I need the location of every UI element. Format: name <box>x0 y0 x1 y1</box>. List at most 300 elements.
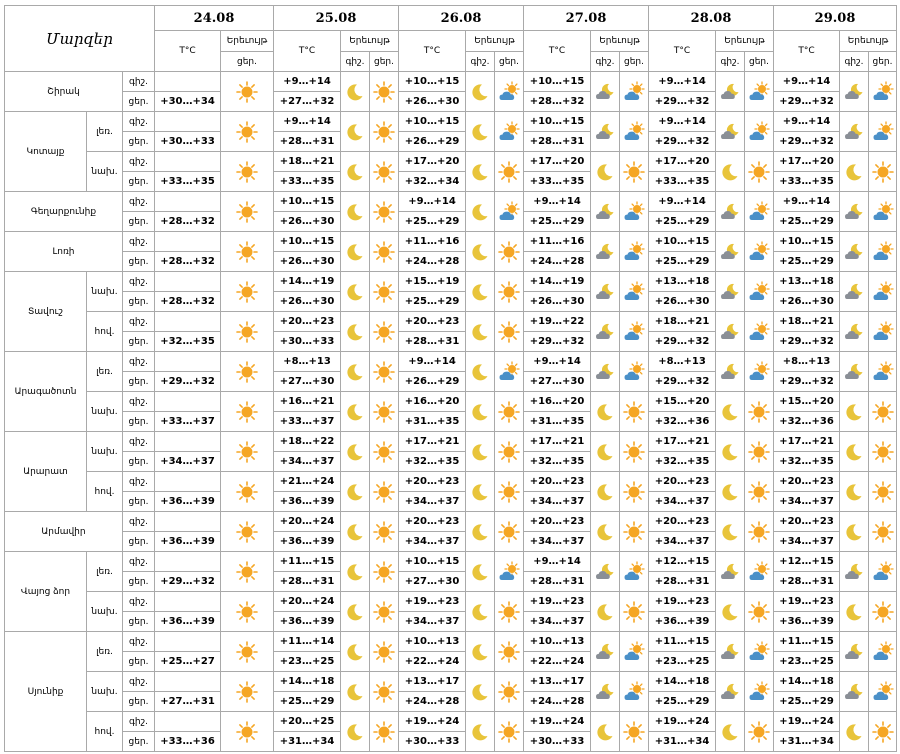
night-phenomenon-cell <box>466 232 495 272</box>
night-phenomenon-cell <box>840 272 869 312</box>
night-phenomenon-cell <box>591 72 620 112</box>
day-phenomenon-cell <box>745 432 774 472</box>
moon-cloud-icon <box>719 241 741 263</box>
temperature-cell: +19…+23 <box>524 592 591 612</box>
table-row <box>5 192 897 212</box>
region-name: Լոռի <box>5 232 123 272</box>
moon-icon <box>719 721 741 743</box>
sun-icon <box>373 721 395 743</box>
moon-cloud-icon <box>719 121 741 143</box>
temperature-cell: +10…+15 <box>774 232 840 252</box>
temperature-cell: +19…+24 <box>399 712 466 732</box>
day-phenomenon-cell <box>495 72 524 112</box>
temperature-cell: +9…+14 <box>274 112 341 132</box>
sun-icon <box>236 201 258 223</box>
sun-icon <box>498 601 520 623</box>
temperature-cell: +26…+30 <box>649 292 716 312</box>
day-header: ցեր. <box>495 52 524 72</box>
temperature-cell: +25…+29 <box>649 212 716 232</box>
night-phenomenon-cell <box>341 152 370 192</box>
day-phenomenon-cell <box>370 112 399 152</box>
night-phenomenon-cell <box>466 552 495 592</box>
sun-icon <box>498 481 520 503</box>
temperature-cell: +33…+35 <box>155 172 221 192</box>
sun-cloud-icon <box>872 81 894 103</box>
temperature-cell: +31…+34 <box>649 732 716 752</box>
sun-icon <box>236 721 258 743</box>
sun-cloud-icon <box>872 121 894 143</box>
temperature-cell: +29…+32 <box>649 332 716 352</box>
day-header: ցեր. <box>869 52 897 72</box>
time-of-day-label: գիշ. <box>123 712 155 732</box>
day-phenomenon-cell <box>221 232 274 272</box>
moon-icon <box>469 641 491 663</box>
sun-cloud-icon <box>498 81 520 103</box>
temperature-cell: +26…+29 <box>399 372 466 392</box>
temperature-cell: +15…+20 <box>649 392 716 412</box>
phenomenon-header: Երեւույթ <box>591 31 649 52</box>
sun-icon <box>373 681 395 703</box>
night-phenomenon-cell <box>716 232 745 272</box>
sun-icon <box>236 521 258 543</box>
moon-icon <box>719 481 741 503</box>
sun-cloud-icon <box>498 201 520 223</box>
zone-label: նախ. <box>87 432 123 472</box>
region-name: Արարատ <box>5 432 87 512</box>
temperature-cell: +16…+21 <box>274 392 341 412</box>
sun-icon <box>498 641 520 663</box>
day-phenomenon-cell <box>495 192 524 232</box>
table-row <box>5 512 897 532</box>
temperature-cell: +19…+24 <box>774 712 840 732</box>
time-of-day-label: գիշ. <box>123 72 155 92</box>
time-of-day-label: ցեր. <box>123 132 155 152</box>
temperature-cell: +24…+28 <box>524 252 591 272</box>
sun-icon <box>748 481 770 503</box>
temperature-cell: +20…+23 <box>524 512 591 532</box>
temperature-cell: +29…+32 <box>649 92 716 112</box>
night-phenomenon-cell <box>466 472 495 512</box>
sun-icon <box>373 441 395 463</box>
phenomenon-header: Երեւույթ <box>341 31 399 52</box>
day-phenomenon-cell <box>620 232 649 272</box>
temperature-cell: +20…+23 <box>649 512 716 532</box>
sun-cloud-icon <box>623 361 645 383</box>
zone-label: նախ. <box>87 592 123 632</box>
sun-icon <box>236 601 258 623</box>
moon-cloud-icon <box>843 361 865 383</box>
temperature-cell: +11…+14 <box>274 632 341 652</box>
night-phenomenon-cell <box>591 552 620 592</box>
day-phenomenon-cell <box>495 232 524 272</box>
day-phenomenon-cell <box>745 192 774 232</box>
day-phenomenon-cell <box>745 232 774 272</box>
temperature-cell: +27…+31 <box>155 692 221 712</box>
night-phenomenon-cell <box>840 112 869 152</box>
day-phenomenon-cell <box>869 112 897 152</box>
moon-cloud-icon <box>719 561 741 583</box>
day-phenomenon-cell <box>620 472 649 512</box>
temperature-cell: +28…+32 <box>155 252 221 272</box>
temperature-cell: +28…+31 <box>649 572 716 592</box>
night-phenomenon-cell <box>716 472 745 512</box>
day-phenomenon-cell <box>495 552 524 592</box>
time-of-day-label: ցեր. <box>123 172 155 192</box>
moon-cloud-icon <box>843 561 865 583</box>
temperature-cell: +34…+37 <box>524 532 591 552</box>
sun-cloud-icon <box>748 201 770 223</box>
sun-icon <box>872 161 894 183</box>
night-phenomenon-cell <box>591 272 620 312</box>
time-of-day-label: ցեր. <box>123 532 155 552</box>
day-phenomenon-cell <box>370 552 399 592</box>
sun-icon <box>373 561 395 583</box>
day-phenomenon-cell <box>370 352 399 392</box>
temperature-cell: +14…+19 <box>524 272 591 292</box>
temperature-cell: +15…+20 <box>774 392 840 412</box>
time-of-day-label: գիշ. <box>123 152 155 172</box>
day-phenomenon-cell <box>745 112 774 152</box>
day-phenomenon-cell <box>745 352 774 392</box>
temperature-cell: +25…+27 <box>155 652 221 672</box>
night-phenomenon-cell <box>591 672 620 712</box>
temperature-cell: +34…+37 <box>399 492 466 512</box>
temperature-cell: +26…+30 <box>774 292 840 312</box>
sun-icon <box>872 601 894 623</box>
moon-cloud-icon <box>594 81 616 103</box>
temperature-cell: +33…+37 <box>155 412 221 432</box>
regions-header: Մարզեր <box>5 6 155 72</box>
temperature-cell: +36…+39 <box>274 612 341 632</box>
night-phenomenon-cell <box>840 512 869 552</box>
sun-icon <box>748 161 770 183</box>
temperature-cell <box>155 312 221 332</box>
temperature-cell: +29…+32 <box>774 92 840 112</box>
moon-icon <box>344 401 366 423</box>
sun-cloud-icon <box>748 81 770 103</box>
sun-icon <box>623 441 645 463</box>
temperature-cell: +13…+17 <box>524 672 591 692</box>
temperature-cell <box>155 72 221 92</box>
sun-cloud-icon <box>748 321 770 343</box>
day-phenomenon-cell <box>370 672 399 712</box>
night-phenomenon-cell <box>466 592 495 632</box>
sun-icon <box>872 481 894 503</box>
sun-icon <box>236 441 258 463</box>
sun-icon <box>498 401 520 423</box>
temperature-cell: +34…+37 <box>774 492 840 512</box>
temperature-cell: +36…+39 <box>155 492 221 512</box>
night-phenomenon-cell <box>341 352 370 392</box>
table-row <box>5 592 897 612</box>
day-phenomenon-cell <box>620 512 649 552</box>
day-phenomenon-cell <box>745 712 774 752</box>
temperature-cell: +32…+35 <box>524 452 591 472</box>
day-phenomenon-cell <box>221 592 274 632</box>
day-phenomenon-cell <box>495 352 524 392</box>
temp-header: T°C <box>399 31 466 72</box>
night-phenomenon-cell <box>466 152 495 192</box>
day-phenomenon-cell <box>620 392 649 432</box>
temperature-cell: +33…+35 <box>649 172 716 192</box>
temperature-cell: +31…+34 <box>774 732 840 752</box>
temperature-cell: +25…+29 <box>774 252 840 272</box>
night-header: գիշ. <box>716 52 745 72</box>
temperature-cell: +29…+32 <box>774 332 840 352</box>
temperature-cell: +28…+32 <box>155 212 221 232</box>
day-phenomenon-cell <box>221 712 274 752</box>
time-of-day-label: ցեր. <box>123 372 155 392</box>
temperature-cell: +19…+23 <box>649 592 716 612</box>
day-phenomenon-cell <box>221 352 274 392</box>
table-row <box>5 552 897 572</box>
moon-icon <box>344 601 366 623</box>
zone-label: հով. <box>87 712 123 752</box>
moon-icon <box>344 641 366 663</box>
date-header-1: 24.08 <box>155 6 274 31</box>
temperature-cell: +29…+32 <box>649 372 716 392</box>
night-phenomenon-cell <box>466 432 495 472</box>
zone-label: լեռ. <box>87 112 123 152</box>
sun-icon <box>748 601 770 623</box>
table-row <box>5 712 897 732</box>
temperature-cell: +27…+30 <box>399 572 466 592</box>
time-of-day-label: գիշ. <box>123 552 155 572</box>
day-header: ցեր. <box>745 52 774 72</box>
sun-icon <box>373 401 395 423</box>
temperature-cell <box>155 352 221 372</box>
moon-icon <box>469 401 491 423</box>
night-phenomenon-cell <box>341 112 370 152</box>
day-phenomenon-cell <box>620 272 649 312</box>
day-phenomenon-cell <box>370 312 399 352</box>
sun-icon <box>498 441 520 463</box>
temperature-cell <box>155 192 221 212</box>
sun-icon <box>236 641 258 663</box>
sun-cloud-icon <box>872 681 894 703</box>
moon-icon <box>344 241 366 263</box>
temperature-cell: +28…+31 <box>274 572 341 592</box>
day-phenomenon-cell <box>869 552 897 592</box>
moon-icon <box>344 521 366 543</box>
moon-cloud-icon <box>719 281 741 303</box>
date-header-4: 27.08 <box>524 6 649 31</box>
date-header-6: 29.08 <box>774 6 897 31</box>
day-phenomenon-cell <box>620 72 649 112</box>
moon-cloud-icon <box>594 241 616 263</box>
moon-cloud-icon <box>719 321 741 343</box>
moon-icon <box>469 161 491 183</box>
moon-icon <box>344 721 366 743</box>
moon-cloud-icon <box>594 681 616 703</box>
night-header: գիշ. <box>341 52 370 72</box>
day-phenomenon-cell <box>869 632 897 672</box>
temperature-cell: +18…+21 <box>774 312 840 332</box>
temperature-cell: +17…+21 <box>774 432 840 452</box>
moon-icon <box>843 401 865 423</box>
sun-cloud-icon <box>872 361 894 383</box>
moon-cloud-icon <box>719 81 741 103</box>
sun-icon <box>373 201 395 223</box>
temperature-cell: +11…+15 <box>774 632 840 652</box>
moon-icon <box>719 601 741 623</box>
temperature-cell: +25…+29 <box>774 212 840 232</box>
day-phenomenon-cell <box>869 512 897 552</box>
day-phenomenon-cell <box>495 672 524 712</box>
moon-icon <box>594 521 616 543</box>
temperature-cell: +36…+39 <box>649 612 716 632</box>
night-phenomenon-cell <box>591 112 620 152</box>
temperature-cell: +28…+31 <box>524 572 591 592</box>
moon-icon <box>344 361 366 383</box>
phenomenon-header: Երեւույթ <box>221 31 274 52</box>
temperature-cell: +28…+31 <box>274 132 341 152</box>
night-phenomenon-cell <box>840 192 869 232</box>
temperature-cell: +17…+20 <box>399 152 466 172</box>
day-phenomenon-cell <box>869 712 897 752</box>
night-phenomenon-cell <box>716 72 745 112</box>
moon-icon <box>469 721 491 743</box>
day-phenomenon-cell <box>745 512 774 552</box>
day-phenomenon-cell <box>221 512 274 552</box>
temperature-cell: +28…+32 <box>524 92 591 112</box>
day-phenomenon-cell <box>221 632 274 672</box>
temperature-cell: +28…+31 <box>524 132 591 152</box>
temperature-cell: +31…+34 <box>274 732 341 752</box>
temperature-cell <box>155 712 221 732</box>
sun-icon <box>373 81 395 103</box>
time-of-day-label: գիշ. <box>123 432 155 452</box>
day-phenomenon-cell <box>495 392 524 432</box>
day-phenomenon-cell <box>745 272 774 312</box>
moon-cloud-icon <box>843 241 865 263</box>
date-header-3: 26.08 <box>399 6 524 31</box>
sun-icon <box>236 161 258 183</box>
temperature-cell: +36…+39 <box>274 492 341 512</box>
day-phenomenon-cell <box>495 312 524 352</box>
day-phenomenon-cell <box>620 552 649 592</box>
table-row <box>5 432 897 452</box>
day-phenomenon-cell <box>495 272 524 312</box>
temperature-cell: +20…+23 <box>524 472 591 492</box>
day-phenomenon-cell <box>221 472 274 512</box>
day-phenomenon-cell <box>745 152 774 192</box>
day-phenomenon-cell <box>745 72 774 112</box>
temperature-cell: +25…+29 <box>274 692 341 712</box>
temperature-cell: +20…+24 <box>274 512 341 532</box>
day-phenomenon-cell <box>869 272 897 312</box>
temperature-cell: +30…+33 <box>274 332 341 352</box>
temperature-cell <box>155 392 221 412</box>
night-phenomenon-cell <box>716 112 745 152</box>
moon-cloud-icon <box>843 321 865 343</box>
temperature-cell: +33…+36 <box>155 732 221 752</box>
temperature-cell: +26…+29 <box>399 132 466 152</box>
day-phenomenon-cell <box>620 192 649 232</box>
day-phenomenon-cell <box>370 192 399 232</box>
sun-icon <box>623 481 645 503</box>
temperature-cell: +32…+34 <box>399 172 466 192</box>
night-phenomenon-cell <box>466 632 495 672</box>
temperature-cell: +9…+14 <box>649 192 716 212</box>
forecast-table <box>4 5 897 752</box>
temperature-cell: +20…+23 <box>649 472 716 492</box>
night-phenomenon-cell <box>840 72 869 112</box>
temperature-cell: +20…+23 <box>399 472 466 492</box>
night-phenomenon-cell <box>591 512 620 552</box>
temp-header: T°C <box>649 31 716 72</box>
time-of-day-label: գիշ. <box>123 592 155 612</box>
temp-header: T°C <box>155 31 221 72</box>
night-phenomenon-cell <box>716 592 745 632</box>
temperature-cell: +17…+20 <box>649 152 716 172</box>
sun-icon <box>872 721 894 743</box>
temperature-cell: +32…+35 <box>774 452 840 472</box>
day-phenomenon-cell <box>745 672 774 712</box>
table-row <box>5 352 897 372</box>
time-of-day-label: գիշ. <box>123 112 155 132</box>
night-phenomenon-cell <box>840 152 869 192</box>
temperature-cell: +9…+14 <box>524 192 591 212</box>
time-of-day-label: ցեր. <box>123 572 155 592</box>
day-phenomenon-cell <box>745 552 774 592</box>
temperature-cell: +34…+37 <box>524 612 591 632</box>
night-phenomenon-cell <box>840 392 869 432</box>
night-phenomenon-cell <box>716 192 745 232</box>
table-row <box>5 152 897 172</box>
sun-icon <box>373 361 395 383</box>
moon-icon <box>344 81 366 103</box>
night-phenomenon-cell <box>341 432 370 472</box>
night-phenomenon-cell <box>591 712 620 752</box>
moon-icon <box>344 161 366 183</box>
night-phenomenon-cell <box>341 632 370 672</box>
night-header: գիշ. <box>466 52 495 72</box>
night-phenomenon-cell <box>840 592 869 632</box>
night-phenomenon-cell <box>341 312 370 352</box>
temperature-cell: +10…+15 <box>399 72 466 92</box>
moon-cloud-icon <box>843 121 865 143</box>
day-phenomenon-cell <box>370 72 399 112</box>
day-phenomenon-cell <box>370 712 399 752</box>
night-phenomenon-cell <box>840 672 869 712</box>
sun-cloud-icon <box>623 201 645 223</box>
moon-icon <box>843 721 865 743</box>
temperature-cell: +24…+28 <box>399 692 466 712</box>
night-phenomenon-cell <box>341 392 370 432</box>
day-header: ցեր. <box>620 52 649 72</box>
temperature-cell: +36…+39 <box>274 532 341 552</box>
temperature-cell: +11…+15 <box>274 552 341 572</box>
table-row <box>5 312 897 332</box>
night-phenomenon-cell <box>466 272 495 312</box>
day-phenomenon-cell <box>221 72 274 112</box>
temperature-cell: +23…+25 <box>649 652 716 672</box>
night-phenomenon-cell <box>716 632 745 672</box>
time-of-day-label: գիշ. <box>123 272 155 292</box>
moon-cloud-icon <box>594 321 616 343</box>
temperature-cell: +15…+19 <box>399 272 466 292</box>
time-of-day-label: գիշ. <box>123 352 155 372</box>
night-phenomenon-cell <box>341 232 370 272</box>
temperature-cell: +20…+25 <box>274 712 341 732</box>
zone-label: նախ. <box>87 272 123 312</box>
night-phenomenon-cell <box>466 712 495 752</box>
sun-icon <box>373 281 395 303</box>
day-phenomenon-cell <box>221 152 274 192</box>
time-of-day-label: գիշ. <box>123 672 155 692</box>
temperature-cell: +8…+13 <box>274 352 341 372</box>
